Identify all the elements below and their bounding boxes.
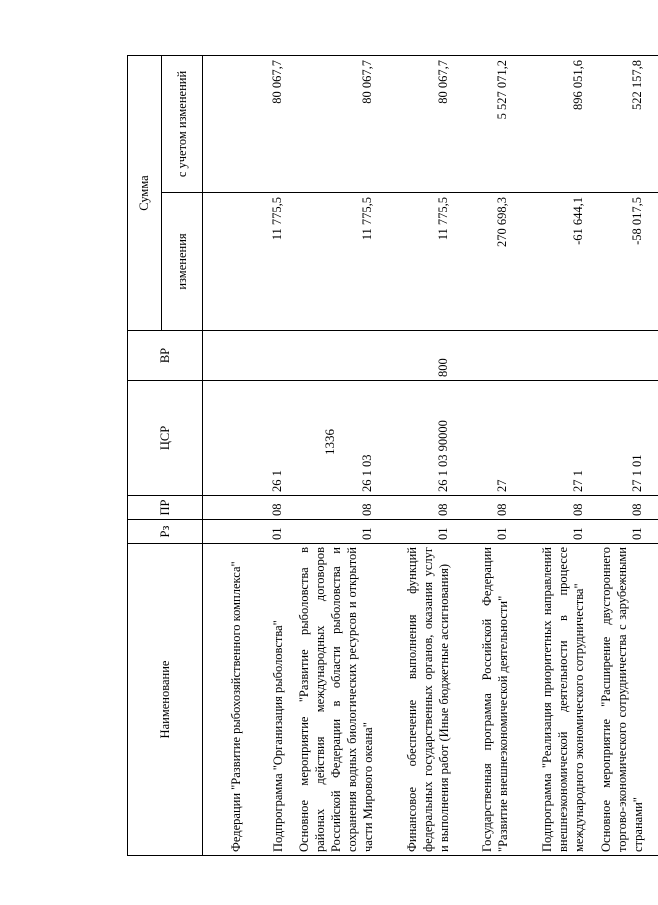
row-name: Основное мероприятие "Развитие рыболовства в районах действия международных договоров Российской Федерации в области рыболовства и сохранения водных биологических ресурсов и открытой части Мирового океана" <box>288 544 378 856</box>
row-name: Основное мероприятие "Расширение двустороннего торгово-экономического сотрудничества с зарубежными странами" <box>589 544 648 856</box>
row-rz: 01 <box>378 520 454 544</box>
spacer-cell <box>648 544 658 856</box>
row-name: Федерации "Развитие рыбохозяйственного комплекса" <box>203 544 247 856</box>
row-with-changes: 522 157,8 <box>589 56 648 193</box>
row-changes: 11 775,5 <box>378 193 454 331</box>
spacer-cell <box>648 193 658 331</box>
header-with-changes: с учетом изменений <box>162 56 203 193</box>
table-row <box>454 56 513 856</box>
row-csr: 26 1 <box>246 381 288 496</box>
row-changes: -61 644,1 <box>513 193 589 331</box>
spacer-cell <box>648 56 658 193</box>
row-name: Финансовое обеспечение выполнения функций федеральных государственных органов, оказания услуг и выполнения работ (Иные бюджетные ассигнования) <box>378 544 454 856</box>
spacer-cell <box>648 381 658 496</box>
row-with-changes: 80 067,7 <box>288 56 378 193</box>
header-pr: ПР <box>128 496 203 520</box>
row-vr <box>246 331 288 381</box>
row-vr: 800 <box>378 331 454 381</box>
table-bottom-spacer <box>648 56 658 856</box>
header-changes: изменения <box>162 193 203 331</box>
header-rz: Рз <box>128 520 203 544</box>
row-rz: 01 <box>288 520 378 544</box>
row-changes <box>203 193 247 331</box>
row-vr <box>288 331 378 381</box>
row-pr <box>203 496 247 520</box>
row-csr: 26 1 03 <box>288 381 378 496</box>
row-rz: 01 <box>454 520 513 544</box>
row-rz: 01 <box>246 520 288 544</box>
row-pr: 08 <box>246 496 288 520</box>
spacer-cell <box>648 496 658 520</box>
row-vr <box>454 331 513 381</box>
row-rz <box>203 520 247 544</box>
table-row <box>513 56 589 856</box>
table-row <box>378 56 454 856</box>
row-pr: 08 <box>513 496 589 520</box>
spacer-cell <box>648 520 658 544</box>
row-changes: 270 698,3 <box>454 193 513 331</box>
row-name: Подпрограмма "Организация рыболовства" <box>246 544 288 856</box>
header-csr: ЦСР <box>128 381 203 496</box>
row-csr: 27 1 01 <box>589 381 648 496</box>
budget-table <box>127 55 658 856</box>
row-vr <box>589 331 648 381</box>
header-sum: Сумма <box>128 56 162 331</box>
row-with-changes: 80 067,7 <box>378 56 454 193</box>
row-vr <box>513 331 589 381</box>
header-name: Наименование <box>128 544 203 856</box>
row-pr: 08 <box>589 496 648 520</box>
row-changes: -58 017,5 <box>589 193 648 331</box>
row-pr: 08 <box>378 496 454 520</box>
row-csr: 27 <box>454 381 513 496</box>
row-pr: 08 <box>454 496 513 520</box>
table-row <box>203 56 247 856</box>
row-with-changes: 5 527 071,2 <box>454 56 513 193</box>
row-pr: 08 <box>288 496 378 520</box>
rotated-table-container <box>127 56 645 856</box>
row-csr <box>203 381 247 496</box>
table-row <box>589 56 648 856</box>
row-name: Государственная программа Российской Федерации "Развитие внешнеэкономической деятельности" <box>454 544 513 856</box>
row-with-changes: 896 051,6 <box>513 56 589 193</box>
table-row <box>246 56 288 856</box>
spacer-cell <box>648 331 658 381</box>
row-vr <box>203 331 247 381</box>
row-with-changes <box>203 56 247 193</box>
table-row <box>288 56 378 856</box>
row-changes: 11 775,5 <box>288 193 378 331</box>
row-rz: 01 <box>513 520 589 544</box>
row-name: Подпрограмма "Реализация приоритетных направлений внешнеэкономической деятельности в процессе международного экономического сотрудничества" <box>513 544 589 856</box>
row-csr: 27 1 <box>513 381 589 496</box>
header-vr: ВР <box>128 331 203 381</box>
row-rz: 01 <box>589 520 648 544</box>
row-with-changes: 80 067,7 <box>246 56 288 193</box>
row-csr: 26 1 03 90000 <box>378 381 454 496</box>
row-changes: 11 775,5 <box>246 193 288 331</box>
page-number: 1336 <box>322 429 337 455</box>
